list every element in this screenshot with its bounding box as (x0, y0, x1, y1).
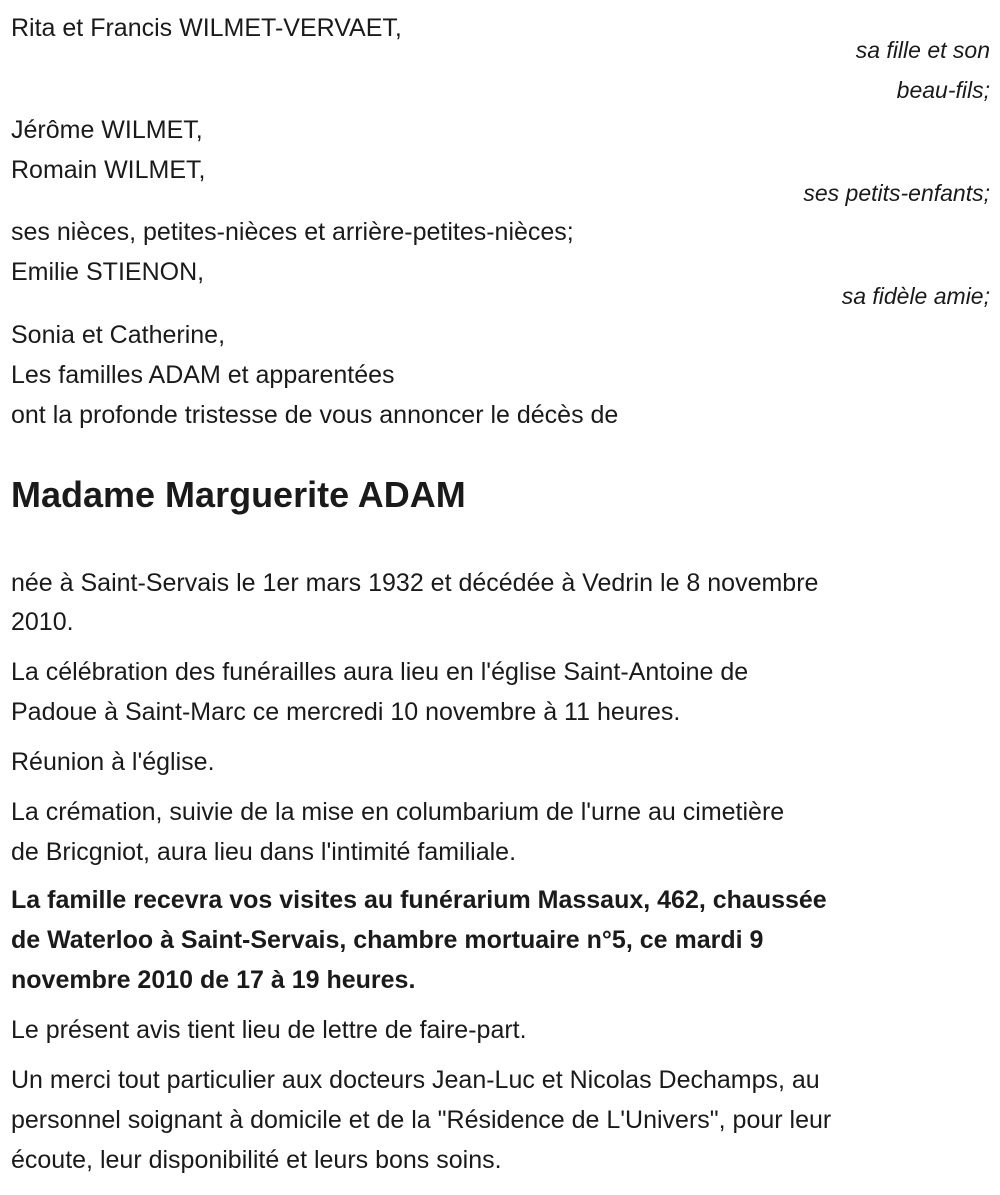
paragraph-line: Padoue à Saint-Marc ce mercredi 10 novembre à 11 heures. (11, 698, 681, 726)
paragraph-line: née à Saint-Servais le 1er mars 1932 et décédée à Vedrin le 8 novembre (11, 569, 819, 597)
paragraph-line: écoute, leur disponibilité et leurs bons soins. (11, 1146, 502, 1174)
family-line: Les familles ADAM et apparentées (11, 361, 395, 389)
paragraph-line: Un merci tout particulier aux docteurs Jean-Luc et Nicolas Dechamps, au (11, 1066, 820, 1094)
family-line: ses nièces, petites-nièces et arrière-petites-nièces; (11, 218, 574, 246)
paragraph-line: personnel soignant à domicile et de la "Résidence de L'Univers", pour leur (11, 1106, 832, 1134)
paragraph-line: Le présent avis tient lieu de lettre de faire-part. (11, 1016, 527, 1044)
family-line: Rita et Francis WILMET-VERVAET, (11, 14, 402, 42)
visit-info-line: La famille recevra vos visites au funérarium Massaux, 462, chaussée (11, 886, 827, 914)
paragraph-line: Réunion à l'église. (11, 748, 215, 776)
visit-info-line: de Waterloo à Saint-Servais, chambre mortuaire n°5, ce mardi 9 (11, 926, 764, 954)
relation-label: sa fille et son (855, 37, 990, 63)
family-line: Jérôme WILMET, (11, 116, 203, 144)
relation-label: sa fidèle amie; (841, 283, 990, 309)
announcement-line: ont la profonde tristesse de vous annoncer le décès de (11, 401, 619, 429)
family-line: Sonia et Catherine, (11, 321, 226, 349)
paragraph-line: La crémation, suivie de la mise en columbarium de l'urne au cimetière (11, 798, 785, 826)
relation-label: ses petits-enfants; (803, 180, 990, 206)
paragraph-line: 2010. (11, 608, 74, 636)
relation-label: beau-fils; (896, 77, 990, 103)
family-line: Romain WILMET, (11, 156, 206, 184)
paragraph-line: de Bricgniot, aura lieu dans l'intimité familiale. (11, 838, 517, 866)
family-line: Emilie STIENON, (11, 258, 205, 286)
deceased-name: Madame Marguerite ADAM (11, 474, 466, 515)
paragraph-line: La célébration des funérailles aura lieu en l'église Saint-Antoine de (11, 658, 749, 686)
visit-info-line: novembre 2010 de 17 à 19 heures. (11, 966, 416, 994)
